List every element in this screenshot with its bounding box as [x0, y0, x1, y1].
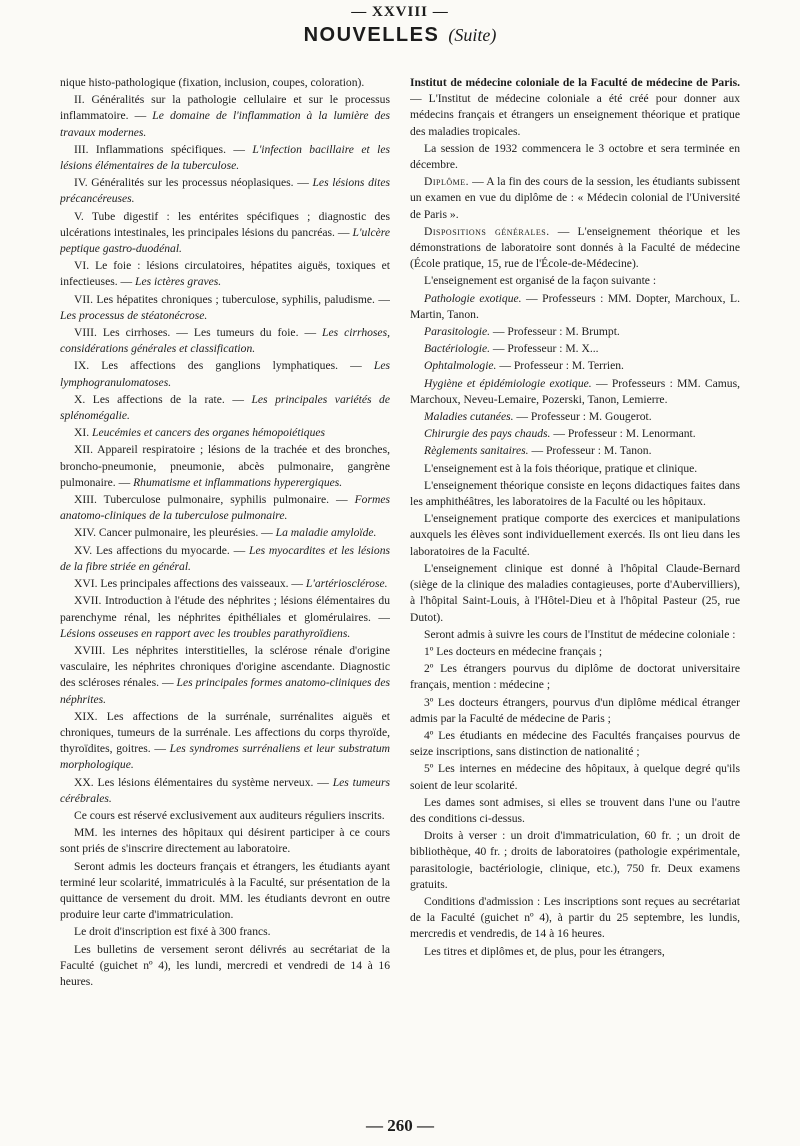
- paragraph-text: — A la fin des cours de la session, les étudiants subissent un examen en vue du diplôme de : « Médecin colonial de l'Université de Paris ».: [410, 175, 740, 221]
- paragraph: [410, 461, 740, 477]
- paragraph-italic: Les lymphogranulomatoses.: [60, 359, 390, 389]
- paragraph-text: — Professeur : M. Tanon.: [528, 444, 652, 458]
- paragraph: [60, 442, 390, 491]
- paragraph-text: L'enseignement est organisé de la façon suivante :: [424, 274, 657, 288]
- paragraph-italic: Les principales formes anatomo-cliniques des néphrites.: [60, 676, 390, 706]
- paragraph-heading: Institut de médecine coloniale de la Faculté de médecine de Paris.: [410, 76, 740, 89]
- paragraph-italic: Les principales variétés de splénomégalie.: [60, 392, 390, 423]
- paragraph-italic: Les myocardites et les lésions de la fibre striée en général.: [60, 543, 390, 573]
- paragraph: [60, 643, 390, 708]
- paragraph: [410, 141, 740, 173]
- paragraph: [60, 258, 390, 290]
- paragraph-text: Le droit d'inscription est fixé à 300 francs.: [74, 925, 271, 939]
- paragraph-text: XX. Les lésions élémentaires du système nerveux. —: [74, 775, 333, 789]
- paragraph-italic: Les processus de stéatonécrose.: [60, 308, 208, 322]
- paragraph: [60, 942, 390, 991]
- paragraph: [410, 511, 740, 560]
- paragraph-italic: Les ictères graves.: [135, 275, 222, 289]
- paragraph-text: — Professeur : M. Brumpt.: [490, 325, 620, 339]
- paragraph: [410, 761, 740, 793]
- paragraph: [410, 341, 740, 357]
- paragraph: [60, 358, 390, 390]
- paragraph: [410, 75, 740, 140]
- paragraph: [410, 561, 740, 626]
- paragraph: [410, 627, 740, 643]
- paragraph: [410, 358, 740, 374]
- paragraph: [60, 142, 390, 174]
- paragraph: [410, 174, 740, 223]
- paragraph-text: VI. Le foie : lésions circulatoires, hépatites aiguës, toxiques et infectieuses. —: [60, 259, 390, 289]
- paragraph: [410, 224, 740, 273]
- paragraph: [60, 859, 390, 924]
- right-column: [410, 75, 740, 1095]
- page-header: [0, 4, 800, 47]
- paragraph-text: X. Les affections de la rate. —: [74, 392, 252, 406]
- paragraph-italic: Formes anatomo-cliniques de la tuberculose pulmonaire.: [60, 493, 390, 523]
- paragraph-italic: La maladie amyloïde.: [275, 526, 377, 540]
- paragraph: [60, 808, 390, 824]
- paragraph-text: IV. Généralités sur les processus néoplasiques. —: [74, 176, 313, 190]
- course-name: Maladies cutanées.: [424, 410, 514, 424]
- paragraph-text: V. Tube digestif : les entérites spécifiques ; diagnostic des ulcérations intestinales, les principales lésions du pancréas. —: [60, 209, 390, 239]
- paragraph: [60, 392, 390, 424]
- paragraph: [60, 775, 390, 807]
- paragraph-text: L'enseignement clinique est donné à l'hôpital Claude-Bernard (siège de la clinique des maladies contagieuses, porte d'Aubervilliers), à l'hôpital Saint-Louis, à l'Hôtel-Dieu et à l'hôpital Pasteur (25, rue Dutot).: [410, 561, 740, 624]
- paragraph: [60, 292, 390, 324]
- paragraph-text: VII. Les hépatites chroniques ; tuberculose, syphilis, paludisme. —: [74, 292, 390, 306]
- paragraph-text: — Professeur : M. Lenormant.: [550, 427, 696, 441]
- paragraph-italic: L'ulcère peptique gastro-duodénal.: [60, 225, 390, 256]
- paragraph: [410, 324, 740, 340]
- paragraph-text: 2º Les étrangers pourvus du diplôme de doctorat universitaire français, mention : médecine ;: [410, 662, 740, 692]
- paragraph-text: XVIII. Les néphrites interstitielles, la sclérose rénale d'origine vasculaire, les néphrites chroniques d'origine ascendante. Diagnostic des scléroses rénales. —: [60, 643, 390, 690]
- text-columns: [60, 75, 740, 1095]
- course-name: Hygiène et épidémiologie exotique.: [424, 376, 592, 390]
- paragraph: [410, 795, 740, 827]
- paragraph-text: 5º Les internes en médecine des hôpitaux, à quelque degré qu'ils soient de leur scolarité.: [410, 762, 740, 792]
- paragraph-text: III. Inflammations spécifiques. —: [74, 142, 253, 156]
- paragraph-text: nique histo-pathologique (fixation, inclusion, coupes, coloration).: [60, 76, 365, 89]
- paragraph: [60, 593, 390, 642]
- paragraph-text: VIII. Les cirrhoses. — Les tumeurs du foie. —: [74, 326, 323, 340]
- paragraph: [60, 924, 390, 940]
- paragraph-text: XIX. Les affections de la surrénale, surrénalites aiguës et chroniques, tumeurs de la surrénale. Les affections du corps thyroïde, thyroïdites, goitres. —: [60, 709, 390, 756]
- paragraph: [410, 426, 740, 442]
- paragraph: [60, 425, 390, 441]
- paragraph-text: XVI. Les principales affections des vaisseaux. —: [74, 577, 306, 591]
- paragraph-italic: Les syndromes surrénaliens et leur substratum morphologique.: [60, 742, 390, 772]
- paragraph-text: — Professeur : M. Terrien.: [496, 359, 624, 373]
- paragraph-italic: Les tumeurs cérébrales.: [60, 775, 390, 805]
- paragraph-text: MM. les internes des hôpitaux qui désirent participer à ce cours sont priés de s'inscrire directement au laboratoire.: [60, 826, 390, 856]
- course-name: Ophtalmologie.: [424, 359, 497, 373]
- page-number: — 260 —: [366, 1116, 434, 1135]
- paragraph-italic: Le domaine de l'inflammation à la lumière des travaux modernes.: [60, 109, 390, 139]
- paragraph-text: L'enseignement pratique comporte des exercices et manipulations auxquels les élèves sont individuellement exercés. Ils ont lieu dans les laboratoires de la Faculté.: [410, 512, 740, 558]
- paragraph-text: XI.: [74, 426, 93, 440]
- page-title: NOUVELLES: [303, 24, 440, 46]
- paragraph: [410, 828, 740, 893]
- paragraph: [410, 695, 740, 727]
- paragraph: [60, 92, 390, 141]
- paragraph-text: Conditions d'admission : Les inscriptions sont reçues au secrétariat de la Faculté (guichet nº 4), à partir du 25 septembre, les lundis, mercredis et vendredis, de 14 à 16 heures.: [410, 894, 740, 941]
- paragraph-text: Seront admis à suivre les cours de l'Institut de médecine coloniale :: [424, 627, 736, 641]
- paragraph-text: — Professeurs : MM. Dopter, Marchoux, L. Martin, Tanon.: [410, 291, 740, 321]
- paragraph-italic: L'infection bacillaire et les lésions élémentaires de la tuberculose.: [60, 142, 390, 173]
- paragraph-italic: Rhumatisme et inflammations hyperergiques.: [133, 475, 343, 489]
- paragraph: [60, 175, 390, 207]
- paragraph-text: Les bulletins de versement seront délivrés au secrétariat de la Faculté (guichet nº 4), les lundi, mercredi et vendredi de 14 à 16 heures.: [60, 942, 390, 988]
- paragraph: [410, 728, 740, 760]
- paragraph: [60, 325, 390, 357]
- paragraph-text: Les titres et diplômes et, de plus, pour les étrangers,: [424, 944, 665, 958]
- paragraph-text: — L'Institut de médecine coloniale a été créé pour donner aux médecins français et étrangers un enseignement théorique et pratique des maladies tropicales.: [410, 92, 740, 138]
- paragraph-text: Les dames sont admises, si elles se trouvent dans l'une ou l'autre des conditions ci-dessus.: [410, 795, 740, 825]
- paragraph: [410, 443, 740, 459]
- paragraph-italic: Lésions osseuses en rapport avec les troubles parathyroïdiens.: [60, 626, 351, 640]
- paragraph-italic: Les cirrhoses, considérations générales et classification.: [60, 326, 390, 356]
- paragraph-lead: Dispositions générales.: [424, 224, 550, 238]
- paragraph: [410, 273, 740, 289]
- paragraph-text: La session de 1932 commencera le 3 octobre et sera terminée en décembre.: [410, 141, 740, 172]
- section-number: — XXVIII —: [351, 4, 449, 20]
- paragraph-italic: Les lésions dites précancéreuses.: [60, 176, 390, 206]
- paragraph-text: Ce cours est réservé exclusivement aux auditeurs réguliers inscrits.: [74, 808, 385, 822]
- paragraph: [410, 376, 740, 408]
- course-name: Règlements sanitaires.: [424, 444, 529, 458]
- paragraph-text: — L'enseignement théorique et les démonstrations de laboratoire sont donnés à la Faculté de médecine (École pratique, 15, rue de l'École-de-Médecine).: [410, 224, 740, 271]
- paragraph-text: XIII. Tuberculose pulmonaire, syphilis pulmonaire. —: [74, 493, 355, 507]
- course-name: Chirurgie des pays chauds.: [424, 427, 551, 441]
- paragraph: [60, 576, 390, 592]
- paragraph-text: Droits à verser : un droit d'immatriculation, 60 fr. ; un droit de bibliothèque, 40 fr. ; droits de laboratoires (pathologie expérimentale, parasitologie, bactériologie, clinique, etc.), 750 fr. Deux examens gratuits.: [410, 829, 740, 891]
- paragraph: [410, 409, 740, 425]
- paragraph: [410, 661, 740, 693]
- paragraph: [410, 478, 740, 510]
- course-name: Parasitologie.: [424, 325, 491, 339]
- paragraph: [60, 209, 390, 258]
- paragraph-italic: L'artériosclérose.: [305, 577, 388, 591]
- paragraph: [410, 944, 740, 960]
- paragraph-text: 3º Les docteurs étrangers, pourvus d'un diplôme médical étranger admis par la Faculté de médecine de Paris ;: [410, 695, 740, 725]
- paragraph: [60, 543, 390, 575]
- paragraph: [410, 644, 740, 660]
- paragraph-text: XIV. Cancer pulmonaire, les pleurésies. —: [74, 526, 276, 540]
- paragraph: [60, 75, 390, 91]
- paragraph: [60, 525, 390, 541]
- course-name: Bactériologie.: [424, 342, 491, 356]
- paragraph: [60, 492, 390, 524]
- paragraph: [60, 825, 390, 857]
- paragraph-text: 1º Les docteurs en médecine français ;: [424, 644, 603, 658]
- left-column: [60, 75, 390, 1095]
- paragraph-text: XII. Appareil respiratoire ; lésions de la trachée et des bronches, broncho-pneumonie, pneumonie, abcès pulmonaire, gangrène pulmonaire. —: [60, 443, 390, 489]
- paragraph-text: Seront admis les docteurs français et étrangers, les étudiants ayant terminé leur scolarité, immatriculés à la Faculté, sur présentation de la quittance de versement du droit. MM. les étudiants devront en outre produire leur carte d'immatriculation.: [60, 859, 390, 922]
- page-title-suffix: (Suite): [448, 25, 497, 45]
- paragraph-text: — Professeurs : MM. Camus, Marchoux, Neveu-Lemaire, Pozerski, Tanon, Lemierre.: [410, 376, 740, 406]
- paragraph-text: XVII. Introduction à l'étude des néphrites ; lésions élémentaires du parenchyme rénal, les néphrites épithéliales et glomérulaires. —: [60, 594, 390, 624]
- title-line: [0, 24, 800, 47]
- paragraph-text: 4º Les étudiants en médecine des Facultés françaises pourvus de seize inscriptions, sans distinction de nationalité ;: [410, 728, 740, 759]
- paragraph: [410, 894, 740, 943]
- paragraph-italic: Leucémies et cancers des organes hémopoiétiques: [92, 426, 326, 440]
- paragraph: [410, 291, 740, 323]
- paragraph-lead: Diplôme.: [424, 175, 470, 189]
- paragraph-text: — Professeur : M. Gougerot.: [513, 410, 652, 424]
- paragraph-text: II. Généralités sur la pathologie cellulaire et sur le processus inflammatoire. —: [60, 93, 390, 123]
- paragraph-text: — Professeur : M. X...: [490, 342, 599, 356]
- paragraph-text: L'enseignement théorique consiste en leçons didactiques faites dans les amphithéâtres, les laboratoires de la Faculté ou les hôpitaux.: [410, 478, 740, 509]
- paragraph-text: L'enseignement est à la fois théorique, pratique et clinique.: [424, 461, 698, 475]
- paragraph-text: XV. Les affections du myocarde. —: [74, 543, 249, 557]
- paragraph: [60, 709, 390, 774]
- paragraph-text: IX. Les affections des ganglions lymphatiques. —: [74, 359, 374, 373]
- course-name: Pathologie exotique.: [424, 291, 522, 305]
